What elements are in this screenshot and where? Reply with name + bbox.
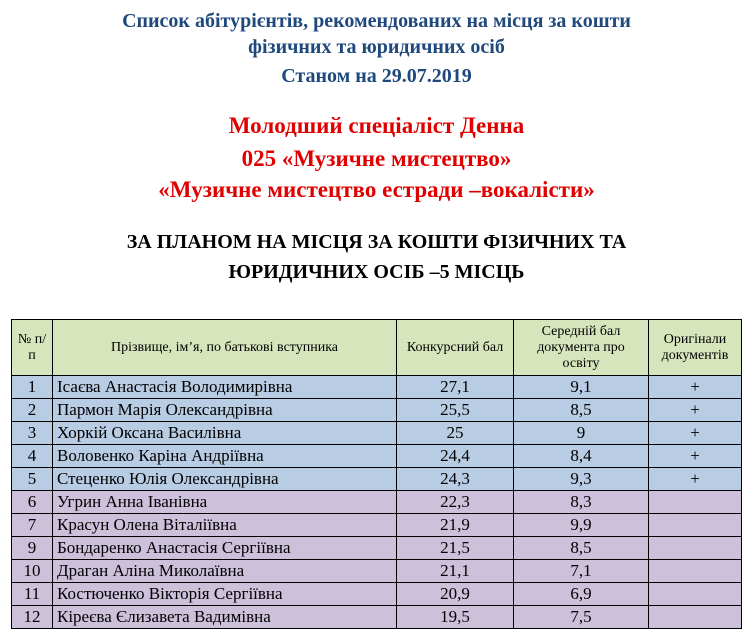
cell-number: 11 (12, 583, 53, 606)
title-line-1: Список абітурієнтів, рекомендованих на місця за кошти (122, 10, 631, 32)
cell-average: 9,9 (514, 514, 649, 537)
cell-number: 6 (12, 491, 53, 514)
table-row (12, 376, 742, 399)
cell-name: Кіреєва Єлизавета Вадимівна (53, 606, 397, 629)
cell-score: 25 (397, 422, 514, 445)
cell-name: Ісаєва Анастасія Володимирівна (53, 376, 397, 399)
table-row (12, 583, 742, 606)
cell-number: 7 (12, 514, 53, 537)
table-row (12, 560, 742, 583)
cell-score: 27,1 (397, 376, 514, 399)
cell-score: 19,5 (397, 606, 514, 629)
cell-originals: + (649, 422, 742, 445)
cell-average: 8,3 (514, 491, 649, 514)
cell-number: 12 (12, 606, 53, 629)
column-header-originals: Оригінали документів (649, 320, 742, 376)
cell-score: 22,3 (397, 491, 514, 514)
cell-score: 24,3 (397, 468, 514, 491)
cell-average: 9,3 (514, 468, 649, 491)
cell-originals: + (649, 468, 742, 491)
cell-name: Красун Олена Віталіївна (53, 514, 397, 537)
table-row (12, 491, 742, 514)
cell-originals (649, 583, 742, 606)
cell-originals (649, 514, 742, 537)
table-row (12, 468, 742, 491)
table-row (12, 514, 742, 537)
table-row (12, 399, 742, 422)
cell-score: 21,5 (397, 537, 514, 560)
cell-score: 25,5 (397, 399, 514, 422)
plan-line-1: ЗА ПЛАНОМ НА МІСЦЯ ЗА КОШТИ ФІЗИЧНИХ ТА (126, 231, 627, 253)
cell-number: 1 (12, 376, 53, 399)
table-row (12, 606, 742, 629)
table-header-row (12, 320, 742, 376)
cell-average: 8,4 (514, 445, 649, 468)
date-line: Станом на 29.07.2019 (281, 65, 472, 87)
cell-originals (649, 491, 742, 514)
program-line-1: Молодший спеціаліст Денна (228, 113, 525, 138)
cell-number: 4 (12, 445, 53, 468)
column-header-average: Середній бал документа про освіту (514, 320, 649, 376)
cell-score: 21,9 (397, 514, 514, 537)
column-header-name: Прізвище, ім’я, по батькові вступника (53, 320, 397, 376)
cell-score: 21,1 (397, 560, 514, 583)
cell-name: Бондаренко Анастасія Сергіївна (53, 537, 397, 560)
cell-number: 5 (12, 468, 53, 491)
cell-name: Драган Аліна Миколаївна (53, 560, 397, 583)
table-row (12, 445, 742, 468)
cell-average: 8,5 (514, 537, 649, 560)
cell-name: Воловенко Каріна Андріївна (53, 445, 397, 468)
cell-name: Стеценко Юлія Олександрівна (53, 468, 397, 491)
cell-average: 8,5 (514, 399, 649, 422)
column-header-number: № п/п (12, 320, 53, 376)
cell-average: 9 (514, 422, 649, 445)
cell-score: 24,4 (397, 445, 514, 468)
cell-number: 10 (12, 560, 53, 583)
cell-name: Угрин Анна Іванівна (53, 491, 397, 514)
program-line-2: 025 «Музичне мистецтво» (241, 146, 512, 171)
cell-number: 3 (12, 422, 53, 445)
cell-originals (649, 537, 742, 560)
cell-name: Хоркій Оксана Василівна (53, 422, 397, 445)
cell-name: Пармон Марія Олександрівна (53, 399, 397, 422)
column-header-score: Конкурсний бал (397, 320, 514, 376)
cell-originals: + (649, 376, 742, 399)
cell-average: 7,1 (514, 560, 649, 583)
title-line-2: фізичних та юридичних осіб (248, 36, 505, 58)
table-row (12, 537, 742, 560)
cell-average: 9,1 (514, 376, 649, 399)
cell-originals (649, 560, 742, 583)
plan-line-2: ЮРИДИЧНИХ ОСІБ –5 МІСЦЬ (228, 261, 525, 283)
cell-originals: + (649, 445, 742, 468)
cell-score: 20,9 (397, 583, 514, 606)
cell-originals: + (649, 399, 742, 422)
cell-average: 7,5 (514, 606, 649, 629)
cell-average: 6,9 (514, 583, 649, 606)
applicants-table (11, 319, 742, 629)
cell-number: 2 (12, 399, 53, 422)
program-line-3: «Музичне мистецтво естради –вокалісти» (158, 177, 595, 202)
cell-name: Костюченко Вікторія Сергіївна (53, 583, 397, 606)
cell-number: 9 (12, 537, 53, 560)
table-row (12, 422, 742, 445)
cell-originals (649, 606, 742, 629)
